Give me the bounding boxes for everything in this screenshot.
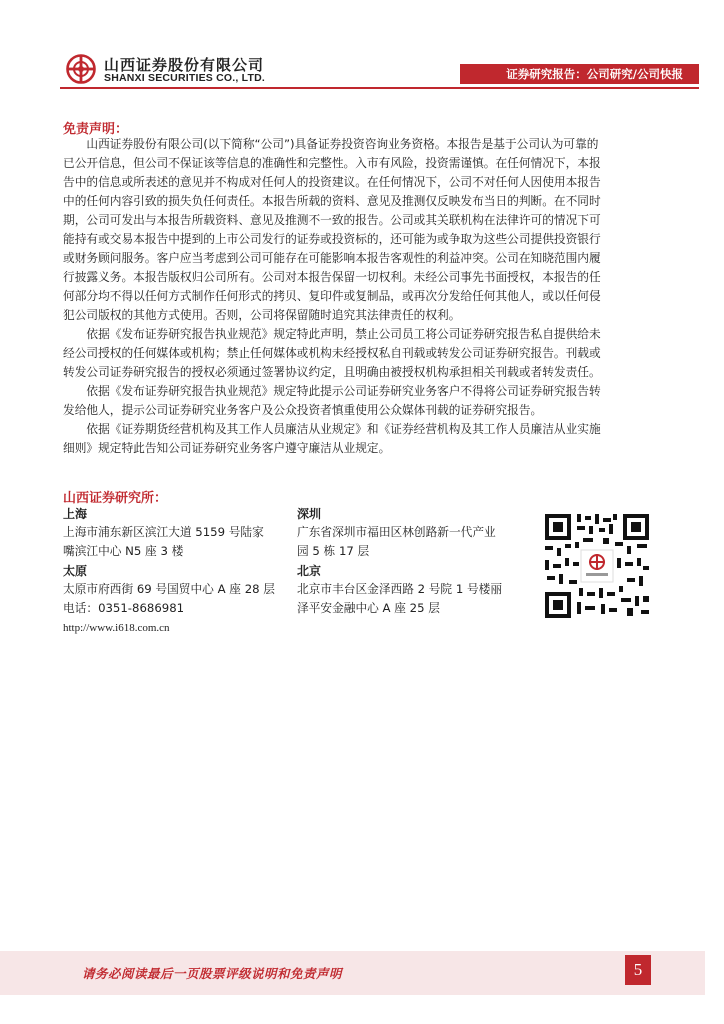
office-city-taiyuan: 太原 <box>63 564 88 578</box>
disclaimer-line: 或财务顾问服务。客户应当考虑到公司可能存在可能影响本报告客观性的利益冲突。公司在知晓范围内履 <box>63 251 601 265</box>
disclaimer-line: 期，公司可发出与本报告所载资料、意见及推测不一致的报告。公司或其关联机构在法律许可的情况下可 <box>63 213 601 227</box>
address-line: 园 5 栋 17 层 <box>297 544 370 558</box>
office-city-shenzhen: 深圳 <box>297 507 322 521</box>
phone-line: 电话：0351-8686981 <box>63 601 185 615</box>
address-line: 太原市府西街 69 号国贸中心 A 座 28 层 <box>63 582 275 596</box>
disclaimer-line: 发给他人，提示公司证券研究业务客户及公众投资者慎重使用公众媒体刊载的证券研究报告。 <box>63 403 543 417</box>
disclaimer-line: 经公司授权的任何媒体或机构；禁止任何媒体或机构未经授权私自刊载或转发公司证券研究报告。刊载或 <box>63 346 601 360</box>
office-address-shanghai <box>63 523 264 561</box>
page-number: 5 <box>625 955 651 985</box>
disclaimer-line: 转发公司证券研究报告的授权必须通过签署协议约定，且明确由被授权机构承担相关刊载或者转发责任。 <box>63 365 601 379</box>
shanxi-securities-logo-icon <box>66 54 96 84</box>
disclaimer-line: 能持有或交易本报告中提到的上市公司发行的证券或投资标的，还可能为或争取为这些公司提供投资银行 <box>63 232 601 246</box>
disclaimer-line: 依据《发布证券研究报告执业规范》规定特此声明，禁止公司员工将公司证券研究报告私自提供给未 <box>63 327 601 341</box>
office-city-beijing: 北京 <box>297 564 322 578</box>
address-line: 嘴滨江中心 N5 座 3 楼 <box>63 544 184 558</box>
office-city-shanghai: 上海 <box>63 507 88 521</box>
address-line: 广东省深圳市福田区林创路新一代产业 <box>297 525 496 539</box>
report-type-band <box>460 64 699 84</box>
footer-disclaimer-note: 请务必阅读最后一页股票评级说明和免责声明 <box>82 966 343 981</box>
report-type: 证券研究报告：公司研究/公司快报 <box>506 67 683 81</box>
disclaimer-line: 告中的信息或所表述的意见并不构成对任何人的投资建议。在任何情况下，公司不对任何人因使用本报告 <box>63 175 601 189</box>
footer-band <box>0 951 705 995</box>
disclaimer-title: 免责声明： <box>63 122 129 137</box>
disclaimer-line: 依据《发布证券研究报告执业规范》规定特此提示公司证券研究业务客户不得将公司证券研究报告转 <box>63 384 601 398</box>
disclaimer-line: 中的任何内容引致的损失负任何责任。本报告所载的资料、意见及推测仅反映发布当日的判断。在不同时 <box>63 194 601 208</box>
disclaimer-line: 犯公司版权的其他方式使用。否则，公司将保留随时追究其法律责任的权利。 <box>63 308 461 322</box>
company-name-cn: 山西证券股份有限公司 <box>104 56 265 74</box>
address-line: 泽平安金融中心 A 座 25 层 <box>297 601 440 615</box>
office-address-shenzhen <box>297 523 496 561</box>
disclaimer-line: 细则》规定特此告知公司证券研究业务客户遵守廉洁从业规定。 <box>63 441 391 455</box>
address-line: 北京市丰台区金泽西路 2 号院 1 号楼丽 <box>297 582 503 596</box>
disclaimer-line: 已公开信息，但公司不保证该等信息的准确性和完整性。入市有风险，投资需谨慎。在任何情况下，本报 <box>63 156 601 170</box>
disclaimer-line: 山西证券股份有限公司(以下简称“公司”)具备证券投资咨询业务资格。本报告是基于公司认为可靠的 <box>63 137 599 151</box>
header-divider <box>60 87 699 89</box>
qr-code-icon <box>543 512 651 620</box>
disclaimer-line: 行披露义务。本报告版权归公司所有。公司对本报告保留一切权利。未经公司事先书面授权，本报告的任 <box>63 270 601 284</box>
office-address-beijing <box>297 580 502 618</box>
research-institute-title: 山西证券研究所： <box>63 491 168 506</box>
address-line: 上海市浦东新区滨江大道 5159 号陆家 <box>63 525 264 539</box>
company-name-en: SHANXI SECURITIES CO., LTD. <box>104 72 265 84</box>
disclaimer-body <box>63 135 660 458</box>
office-address-taiyuan <box>63 580 275 618</box>
disclaimer-line: 何部分均不得以任何方式制作任何形式的拷贝、复印件或复制品，或再次分发给任何其他人，或以任何侵 <box>63 289 601 303</box>
website-link[interactable]: http://www.i618.com.cn <box>63 622 170 634</box>
disclaimer-line: 依据《证券期货经营机构及其工作人员廉洁从业规定》和《证券经营机构及其工作人员廉洁从业实施 <box>63 422 601 436</box>
